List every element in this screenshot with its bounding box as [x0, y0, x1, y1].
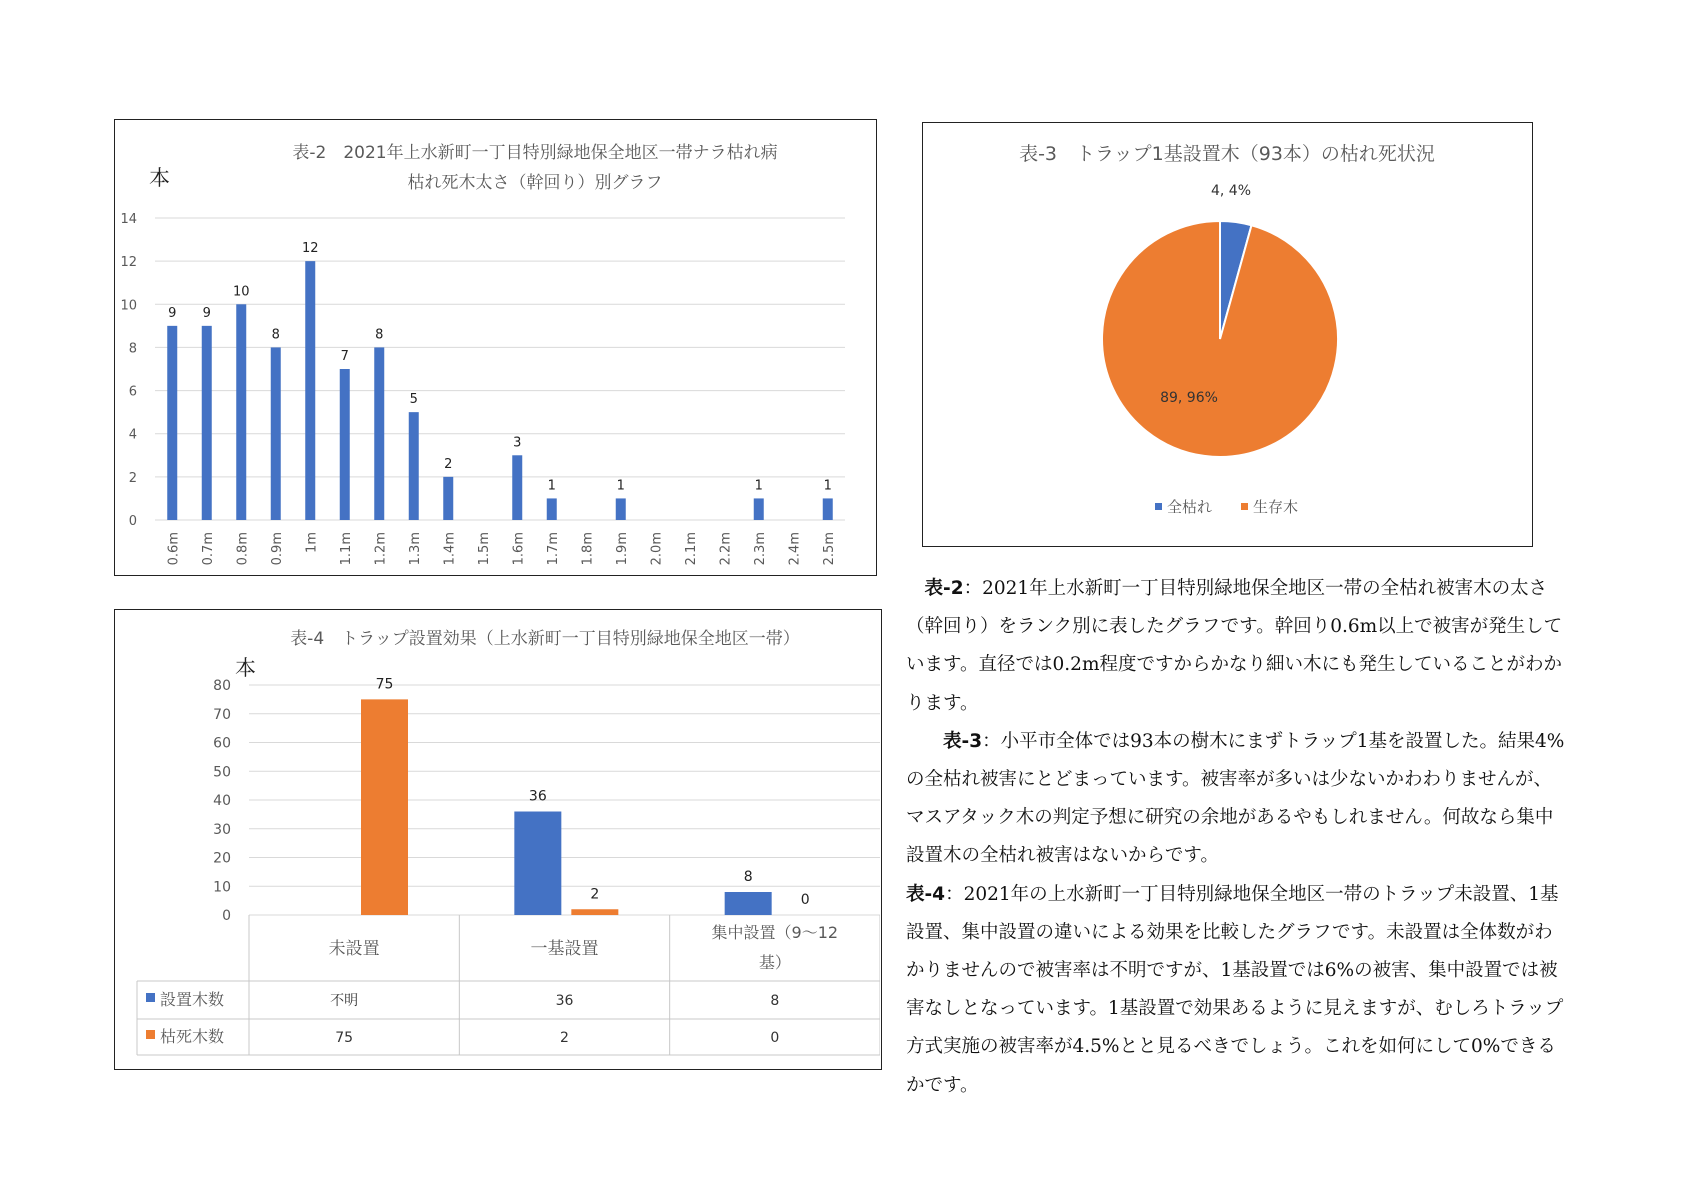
chart-title-line1: 表-2 2021年上水新町一丁目特別緑地保全地区一帯ナラ枯れ病	[292, 143, 778, 163]
y-tick-label: 0	[222, 908, 231, 924]
table-cell: 75	[335, 1030, 354, 1046]
legend-swatch	[1155, 503, 1162, 510]
y-tick-label: 12	[120, 255, 137, 271]
table-row-header: 枯死木数	[160, 1027, 225, 1046]
y-tick-label: 20	[213, 850, 231, 867]
x-tick-label: 1.4m	[442, 532, 458, 566]
legend-swatch	[146, 1030, 155, 1039]
x-tick-label: 0.7m	[200, 532, 216, 566]
x-tick-label: 1.6m	[511, 532, 527, 566]
x-tick-label: 0.9m	[269, 532, 285, 566]
y-tick-label: 0	[128, 514, 137, 529]
y-tick-label: 30	[213, 821, 231, 838]
data-label: 2	[590, 886, 600, 903]
data-label: 8	[271, 327, 280, 343]
legend-label: 全枯れ	[1167, 498, 1213, 516]
bar	[409, 412, 419, 520]
x-category-label: 一基設置	[530, 939, 599, 959]
data-label: 9	[202, 305, 211, 321]
x-tick-label: 2.2m	[718, 532, 734, 566]
pie-slice	[1102, 221, 1338, 457]
x-tick-label: 2.4m	[787, 532, 803, 566]
data-label: 1	[823, 478, 832, 494]
bar	[305, 261, 315, 520]
bar	[512, 455, 522, 520]
table-cell: 2	[560, 1030, 569, 1046]
x-tick-label: 1.2m	[373, 532, 389, 566]
bar	[361, 699, 408, 915]
table-cell: 不明	[330, 993, 359, 1009]
bar	[823, 498, 833, 520]
data-label: 12	[301, 241, 319, 257]
y-tick-label: 8	[128, 341, 137, 357]
x-tick-label: 1.7m	[545, 532, 561, 566]
x-tick-label: 2.0m	[649, 532, 665, 566]
data-label: 0	[800, 892, 810, 908]
data-label: 5	[409, 392, 418, 408]
chart-panel-table2	[114, 119, 877, 576]
bar	[725, 892, 772, 915]
bar	[514, 812, 561, 916]
y-tick-label: 2	[128, 470, 137, 486]
legend-label: 生存木	[1253, 498, 1299, 516]
paragraph-table3	[906, 723, 1566, 876]
x-tick-label: 0.8m	[235, 532, 251, 566]
chart-title: 表-3 トラップ1基設置木（93本）の枯れ死状況	[1019, 143, 1435, 165]
data-label: 8	[743, 869, 753, 885]
bar-chart-table4	[115, 610, 880, 1068]
data-label: 9	[168, 305, 177, 321]
x-tick-label: 2.3m	[752, 532, 768, 566]
y-tick-label: 14	[120, 212, 137, 227]
data-label: 3	[513, 435, 522, 451]
y-unit-label: 本	[149, 166, 170, 190]
bar	[547, 498, 557, 520]
bar	[271, 347, 281, 520]
y-tick-label: 70	[213, 706, 231, 723]
label-table3: 表-3	[943, 730, 983, 752]
data-label: 1	[547, 478, 556, 494]
data-label: 4, 4%	[1210, 183, 1252, 199]
y-tick-label: 10	[120, 298, 137, 314]
data-label: 8	[375, 327, 384, 343]
x-tick-label: 1.3m	[407, 532, 423, 566]
description-text	[906, 570, 1566, 1105]
table-cell: 0	[770, 1030, 780, 1046]
y-tick-label: 60	[213, 735, 231, 752]
y-tick-label: 50	[213, 764, 231, 781]
paragraph-table2	[906, 570, 1566, 723]
data-label: 10	[232, 284, 250, 300]
bar	[236, 304, 246, 520]
bar-chart-table2	[115, 120, 875, 574]
x-tick-label: 1m	[304, 532, 320, 553]
data-label: 89, 96%	[1160, 390, 1218, 406]
x-tick-label: 1.5m	[476, 532, 492, 566]
chart-panel-table3	[922, 122, 1533, 547]
bar	[340, 369, 350, 520]
chart-title: 表-4 トラップ設置効果（上水新町一丁目特別緑地保全地区一帯）	[290, 629, 800, 649]
x-tick-label: 1.9m	[614, 532, 630, 566]
bar	[167, 326, 177, 520]
y-tick-label: 10	[213, 879, 231, 896]
chart-panel-table4	[114, 609, 882, 1070]
bar	[754, 498, 764, 520]
y-tick-label: 80	[213, 678, 231, 694]
x-category-label: 集中設置（9〜12	[711, 923, 839, 942]
x-tick-label: 1.8m	[580, 532, 596, 566]
y-tick-label: 6	[128, 384, 137, 400]
x-category-label: 未設置	[328, 939, 380, 959]
table-row-header: 設置木数	[160, 990, 225, 1009]
legend-swatch	[1241, 503, 1248, 510]
paragraph-table4	[906, 876, 1566, 1105]
text-table3: ：小平市全体では93本の樹木にまずトラップ1基を設置した。結果4%の全枯れ被害にとどまっています。被害率が多いは少ないかわわりませんが、マスアタック木の判定予想に研究の余地があるやもしれません。何故なら集中設置木の全枯れ被害はないからです。	[906, 730, 1565, 867]
chart-title-line2: 枯れ死木太さ（幹回り）別グラフ	[407, 173, 663, 193]
label-table2: 表-2	[924, 578, 964, 599]
bar	[202, 326, 212, 520]
x-tick-label: 0.6m	[166, 532, 182, 566]
data-label: 1	[754, 478, 763, 494]
label-table4: 表-4	[906, 883, 946, 905]
bar	[374, 347, 384, 520]
x-category-label: 基）	[758, 953, 791, 972]
x-tick-label: 2.5m	[821, 532, 837, 566]
y-tick-label: 40	[213, 793, 231, 809]
x-tick-label: 2.1m	[683, 532, 699, 566]
data-label: 7	[340, 349, 349, 364]
data-label: 1	[616, 478, 625, 494]
bar	[443, 477, 453, 520]
text-table2: ：2021年上水新町一丁目特別緑地保全地区一帯の全枯れ被害木の太さ（幹回り）をランク別に表したグラフです。幹回り0.6m以上で被害が発生しています。直径では0.2m程度ですからかなり細い木にも発生していることがわかります。	[906, 578, 1563, 714]
bar	[616, 498, 626, 520]
legend-swatch	[146, 993, 155, 1002]
bar	[571, 909, 618, 915]
pie-chart-table3	[923, 123, 1531, 545]
text-table4: ：2021年の上水新町一丁目特別緑地保全地区一帯のトラップ未設置、1基設置、集中設置の違いによる効果を比較したグラフです。未設置は全体数がわかりませんので被害率は不明ですが、1基設置では6%の被害、集中設置では被害なしとなっています。1基設置で効果あるように見えますが、むしろトラップ方式実施の被害率が4.5%とと見るべきでしょう。これを如何にして0%できるかです。	[906, 883, 1564, 1096]
data-label: 2	[444, 456, 453, 472]
data-label: 36	[528, 788, 547, 805]
data-label: 75	[375, 676, 394, 693]
table-cell: 36	[555, 993, 574, 1009]
x-tick-label: 1.1m	[338, 532, 354, 566]
table-cell: 8	[770, 993, 780, 1009]
y-tick-label: 4	[128, 427, 137, 443]
y-unit-label: 本	[235, 656, 256, 680]
